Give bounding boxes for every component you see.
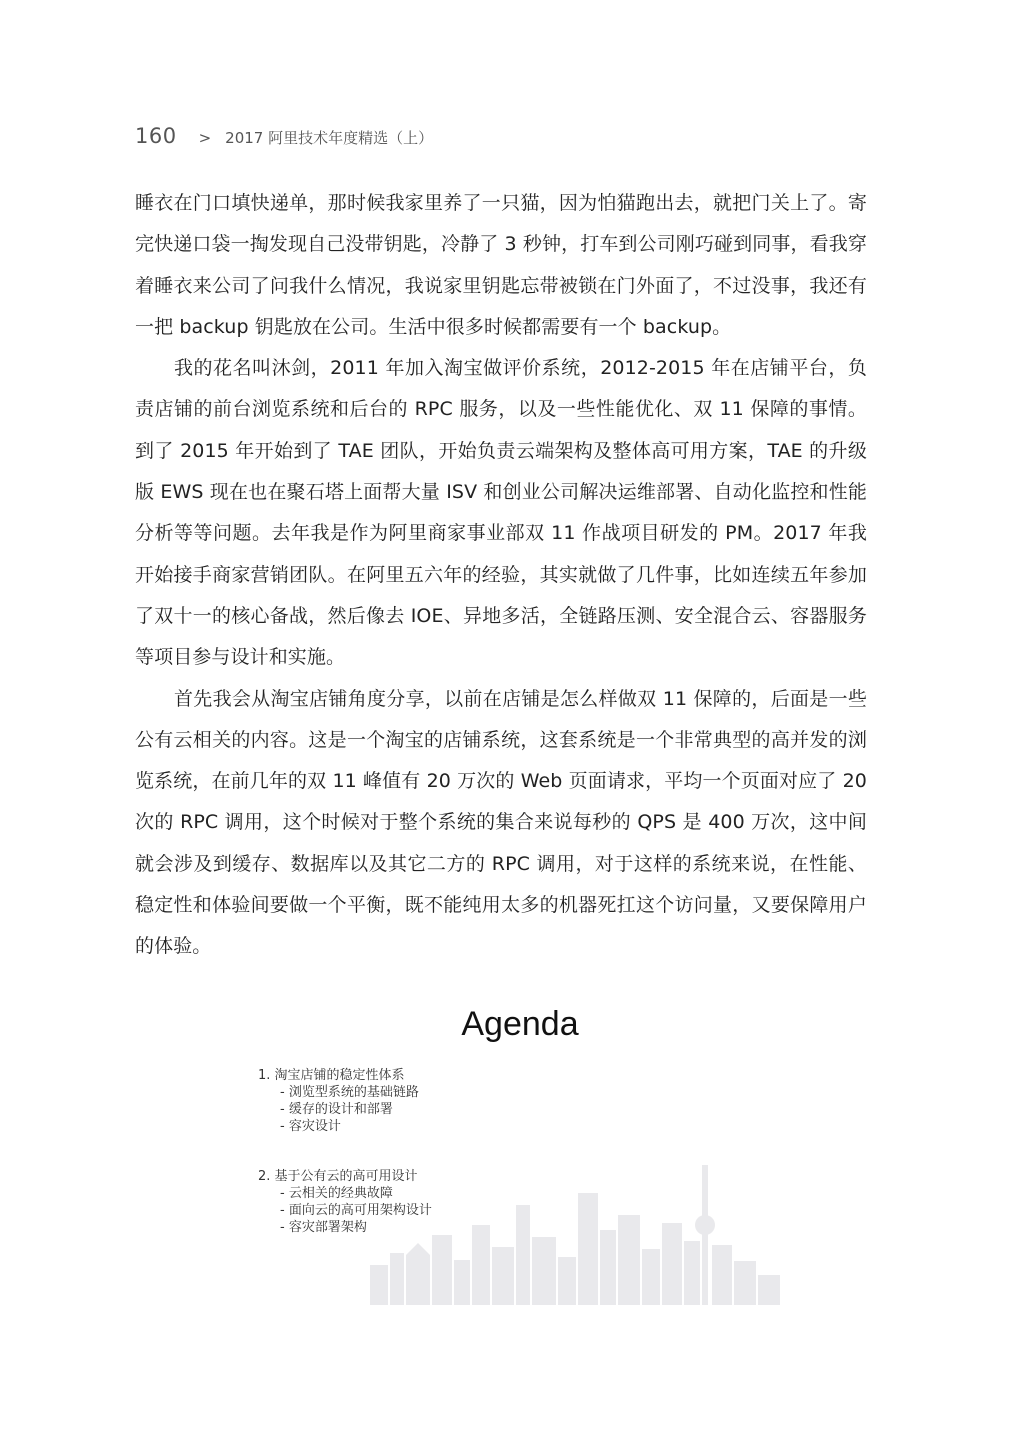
agenda-section-heading: 2. 基于公有云的高可用设计 — [258, 1169, 418, 1184]
agenda-title: Agenda — [461, 1005, 579, 1043]
agenda-item: - 缓存的设计和部署 — [280, 1102, 393, 1117]
agenda-section-2 — [258, 1168, 432, 1236]
agenda-section-1 — [258, 1067, 432, 1135]
paragraph-3: 首先我会从淘宝店铺角度分享，以前在店铺是怎么样做双 11 保障的，后面是一些公有云相关的内容。这是一个淘宝的店铺系统，这套系统是一个非常典型的高并发的浏览系统，在前几年的双 11 峰值有 20 万次的 Web 页面请求，平均一个页面对应了 20 次的 RPC 调用，这个时候对于整个系统的集合来说每秒的 QPS 是 400 万次，这中间就会涉及到缓存、数据库以及其它二方的 RPC 调用，对于这样的系统来说，在性能、稳定性和体验间要做一个平衡，既不能纯用太多的机器死扛这个访问量，又要保障用户的体验。 — [135, 687, 867, 958]
book-title: 2017 阿里技术年度精选（上） — [225, 129, 434, 147]
paragraph-1: 睡衣在门口填快递单，那时候我家里养了一只猫，因为怕猫跑出去，就把门关上了。寄完快递口袋一掏发现自己没带钥匙，冷静了 3 秒钟，打车到公司刚巧碰到同事，看我穿着睡衣来公司了问我什么情况，我说家里钥匙忘带被锁在门外面了，不过没事，我还有一把 backup 钥匙放在公司。生活中很多时候都需要有一个 backup。 — [135, 192, 867, 338]
paragraph-2: 我的花名叫沐剑，2011 年加入淘宝做评价系统，2012-2015 年在店铺平台，负责店铺的前台浏览系统和后台的 RPC 服务，以及一些性能优化、双 11 保障的事情。到了 2015 年开始到了 TAE 团队，开始负责云端架构及整体高可用方案，TAE 的升级版 EWS 现在也在聚石塔上面帮大量 ISV 和创业公司解决运维部署、自动化监控和性能分析等等问题。去年我是作为阿里商家事业部双 11 作战项目研发的 PM。2017 年我开始接手商家营销团队。在阿里五六年的经验，其实就做了几件事，比如连续五年参加了双十一的核心备战，然后像去 IOE、异地多活，全链路压测、安全混合云、容器服务等项目参与设计和实施。 — [135, 357, 867, 669]
agenda-item: - 容灾部署架构 — [280, 1220, 367, 1235]
agenda-slide-figure — [250, 995, 780, 1305]
agenda-section-heading: 1. 淘宝店铺的稳定性体系 — [258, 1068, 405, 1083]
agenda-item: - 容灾设计 — [280, 1119, 341, 1134]
agenda-list — [258, 1067, 432, 1236]
agenda-item: - 浏览型系统的基础链路 — [280, 1085, 419, 1100]
agenda-item: - 云相关的经典故障 — [280, 1186, 393, 1201]
agenda-item: - 面向云的高可用架构设计 — [280, 1203, 432, 1218]
running-header — [135, 124, 433, 154]
body-text — [135, 183, 867, 968]
header-separator: > — [198, 129, 212, 147]
page-number: 160 — [135, 124, 177, 148]
